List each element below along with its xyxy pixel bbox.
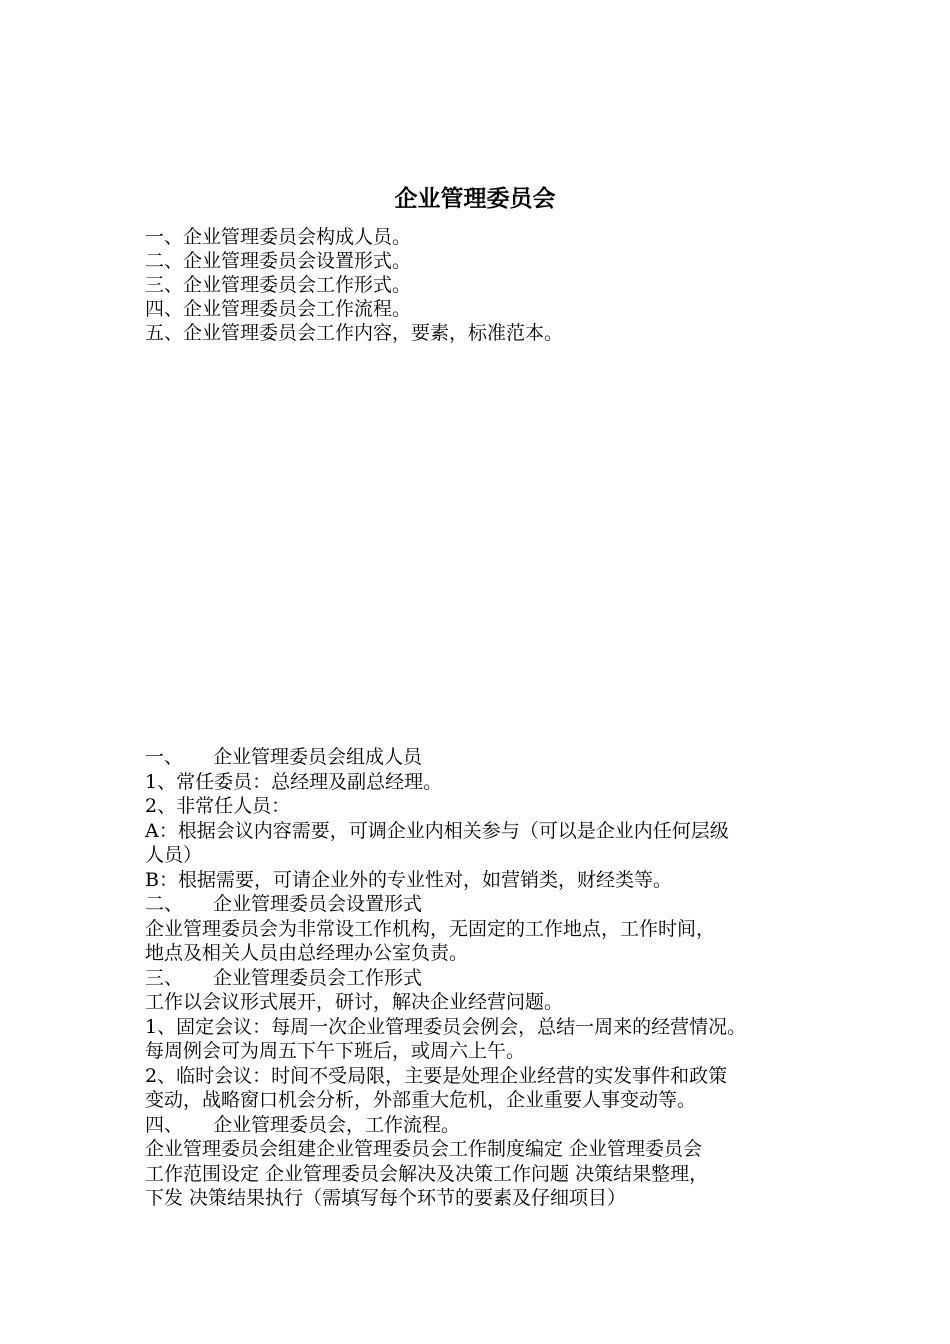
section-3-heading: [145, 966, 835, 991]
paragraph: 每周例会可为周五下午下班后，或周六上午。: [145, 1040, 526, 1062]
paragraph: 2、非常任人员：: [145, 795, 291, 817]
section-4-title: 企业管理委员会，工作流程。: [213, 1113, 461, 1136]
paragraph: 工作以会议形式展开，研讨，解决企业经营问题。: [145, 991, 564, 1013]
toc-item: 四、企业管理委员会工作流程。: [145, 298, 412, 320]
paragraph: 人员）: [145, 844, 203, 866]
paragraph: 2、临时会议：时间不受局限，主要是处理企业经营的实发事件和政策: [145, 1064, 728, 1087]
paragraph: 变动，战略窗口机会分析，外部重大危机，企业重要人事变动等。: [145, 1089, 697, 1111]
paragraph: B：根据需要，可请企业外的专业性对，如营销类，财经类等。: [145, 868, 672, 891]
section-4-number: 四、: [145, 1113, 184, 1136]
section-2-number: 二、: [145, 893, 184, 915]
section-1-heading: [145, 745, 835, 770]
section-3-number: 三、: [145, 966, 184, 989]
toc-item: 一、企业管理委员会构成人员。: [145, 226, 412, 248]
paragraph: 下发 决策结果执行（需填写每个环节的要素及仔细项目）: [145, 1187, 627, 1209]
paragraph: 地点及相关人员由总经理办公室负责。: [145, 942, 469, 964]
table-of-contents: [145, 225, 563, 345]
toc-item: 三、企业管理委员会工作形式。: [145, 274, 412, 296]
paragraph: 1、固定会议：每周一次企业管理委员会例会，总结一周来的经营情况。: [145, 1015, 747, 1038]
toc-item: 五、企业管理委员会工作内容，要素，标准范本。: [145, 322, 564, 344]
document-body: [145, 745, 835, 1211]
paragraph: 企业管理委员会组建企业管理委员会工作制度编定 企业管理委员会: [145, 1138, 703, 1160]
section-1-title: 企业管理委员会组成人员: [213, 746, 423, 768]
document-title: 企业管理委员会: [394, 185, 556, 212]
paragraph: 工作范围设定 企业管理委员会解决及决策工作问题 决策结果整理，: [145, 1162, 709, 1185]
toc-item: 二、企业管理委员会设置形式。: [145, 250, 412, 272]
paragraph: 1、常任委员：总经理及副总经理。: [145, 770, 443, 793]
section-1-number: 一、: [145, 746, 184, 768]
paragraph: 企业管理委员会为非常设工作机构，无固定的工作地点，工作时间，: [145, 917, 716, 940]
section-4-heading: [145, 1113, 835, 1138]
section-2-title: 企业管理委员会设置形式: [213, 893, 423, 915]
section-3-title: 企业管理委员会工作形式: [213, 966, 423, 989]
paragraph: A：根据会议内容需要，可调企业内相关参与（可以是企业内任何层级: [145, 819, 729, 842]
section-2-heading: [145, 892, 835, 917]
